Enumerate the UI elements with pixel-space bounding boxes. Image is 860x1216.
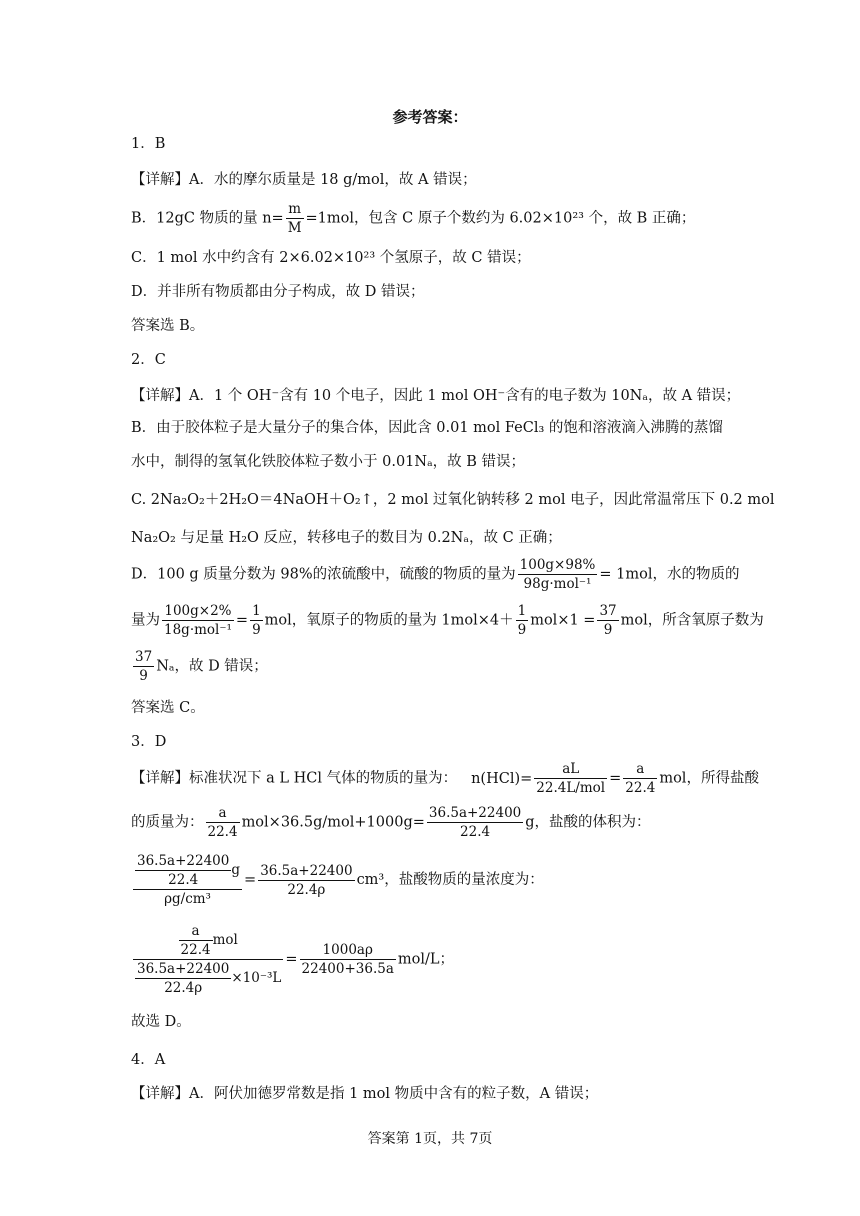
fraction: $\frac{a}{22.4}$ xyxy=(625,761,656,796)
q3-line-1: 【详解】标准状况下 a L HCl 气体的物质的量为： n(HCl)= $\frac{aL}{\text{22.4L/mol}}$ = $\frac{a}{22.4}$ mol，所得盐酸 xyxy=(131,761,759,796)
q1-number: 1．B xyxy=(131,136,166,152)
page-title: 参考答案： xyxy=(392,108,468,126)
page-footer: 答案第 1页，共 7页 xyxy=(367,1131,493,1147)
q4-number: 4．A xyxy=(131,1052,166,1068)
compound-fraction: $\frac{36.5a+22400}{22.4}$ g ρg/cm³ xyxy=(133,852,242,908)
fraction: $\frac{36.5a+22400}{22.4}$ xyxy=(428,805,522,840)
q2-line-9: 答案选 C。 xyxy=(131,700,205,716)
q4-line-1: 【详解】A．阿伏加德罗常数是指 1 mol 物质中含有的粒子数，A 错误； xyxy=(131,1086,599,1102)
q2-line-4: C. 2Na₂O₂＋2H₂O＝4NaOH＋O₂↑，2 mol 过氧化钠转移 2 mol 电子，因此常温常压下 0.2 mol xyxy=(131,492,775,508)
q3-number: 3．D xyxy=(131,734,167,750)
q3-line-5: 故选 D。 xyxy=(131,1014,191,1030)
fraction: $\frac{100g\times 98\%}{\text{98g·mol⁻¹}}$ xyxy=(519,557,596,592)
q1-line-2: B．12gC 物质的量 n= $\frac{m}{M}$ =1mol，包含 C 原子个数约为 6.02×10²³ 个，故 B 正确； xyxy=(131,201,696,236)
compound-fraction: $\frac{a}{22.4}$ mol $\frac{36.5a+22400}{22.4\rho}$ ×10⁻³L xyxy=(133,922,283,997)
q1-line-3: C．1 mol 水中约含有 2×6.02×10²³ 个氢原子，故 C 错误； xyxy=(131,250,531,266)
fraction: $\frac{m}{M}$ xyxy=(287,201,302,236)
fraction: $\frac{100g\times 2\%}{\text{18g·mol⁻¹}}$ xyxy=(164,603,232,638)
q1-line-4: D．并非所有物质都由分子构成，故 D 错误； xyxy=(131,284,425,300)
fraction: $\frac{1000a\rho}{22400+36.5a}$ xyxy=(301,942,394,977)
q3-line-4: $\frac{a}{22.4}$ mol $\frac{36.5a+22400}{22.4\rho}$ ×10⁻³L = $\frac{1000a\rho}{22400+36.5a}$ mol/L； xyxy=(131,922,454,997)
fraction: $\frac{aL}{\text{22.4L/mol}}$ xyxy=(536,761,606,796)
fraction: $\frac{37}{9}$ xyxy=(599,603,617,638)
fraction: $\frac{1}{9}$ xyxy=(517,603,527,638)
q2-line-2: B．由于胶体粒子是大量分子的集合体，因此含 0.01 mol FeCl₃ 的饱和溶液滴入沸腾的蒸馏 xyxy=(131,420,723,436)
q2-line-6: D．100 g 质量分数为 98%的浓硫酸中，硫酸的物质的量为 $\frac{100g\times 98\%}{\text{98g·mol⁻¹}}$ = 1mol，水的物质的 xyxy=(131,557,740,592)
q2-number: 2．C xyxy=(131,352,166,368)
q2-line-5: Na₂O₂ 与足量 H₂O 反应，转移电子的数目为 0.2Nₐ，故 C 正确； xyxy=(131,530,562,546)
q2-line-1: 【详解】A．1 个 OH⁻含有 10 个电子，因此 1 mol OH⁻含有的电子数为 10Nₐ，故 A 错误； xyxy=(131,388,741,404)
q1-line-1: 【详解】A．水的摩尔质量是 18 g/mol，故 A 错误； xyxy=(131,172,477,188)
fraction: $\frac{37}{9}$ xyxy=(135,649,153,684)
fraction: $\frac{1}{9}$ xyxy=(252,603,261,638)
q2-line-8: $\frac{37}{9}$ Nₐ，故 D 错误； xyxy=(135,649,268,684)
q1-line-5: 答案选 B。 xyxy=(131,318,205,334)
fraction: $\frac{36.5a+22400}{22.4\rho}$ xyxy=(260,862,353,898)
q3-line-2: 的质量为： $\frac{a}{22.4}$ mol×36.5g/mol+1000g= $\frac{36.5a+22400}{22.4}$ g，盐酸的体积为： xyxy=(131,805,651,840)
fraction: $\frac{a}{22.4}$ xyxy=(207,805,238,840)
q3-line-3: $\frac{36.5a+22400}{22.4}$ g ρg/cm³ = $\frac{36.5a+22400}{22.4\rho}$ cm³，盐酸物质的量浓度为： xyxy=(131,852,544,908)
q2-line-7: 量为 $\frac{100g\times 2\%}{\text{18g·mol⁻¹}}$ = $\frac{1}{9}$ mol，氧原子的物质的量为 1mol×4＋ $\frac{1}{9}$ mol×1 = $\frac{37}{9}$ mol，所含氧原子数为 xyxy=(131,603,764,638)
q2-line-3: 水中，制得的氢氧化铁胶体粒子数小于 0.01Nₐ，故 B 错误； xyxy=(131,454,526,470)
